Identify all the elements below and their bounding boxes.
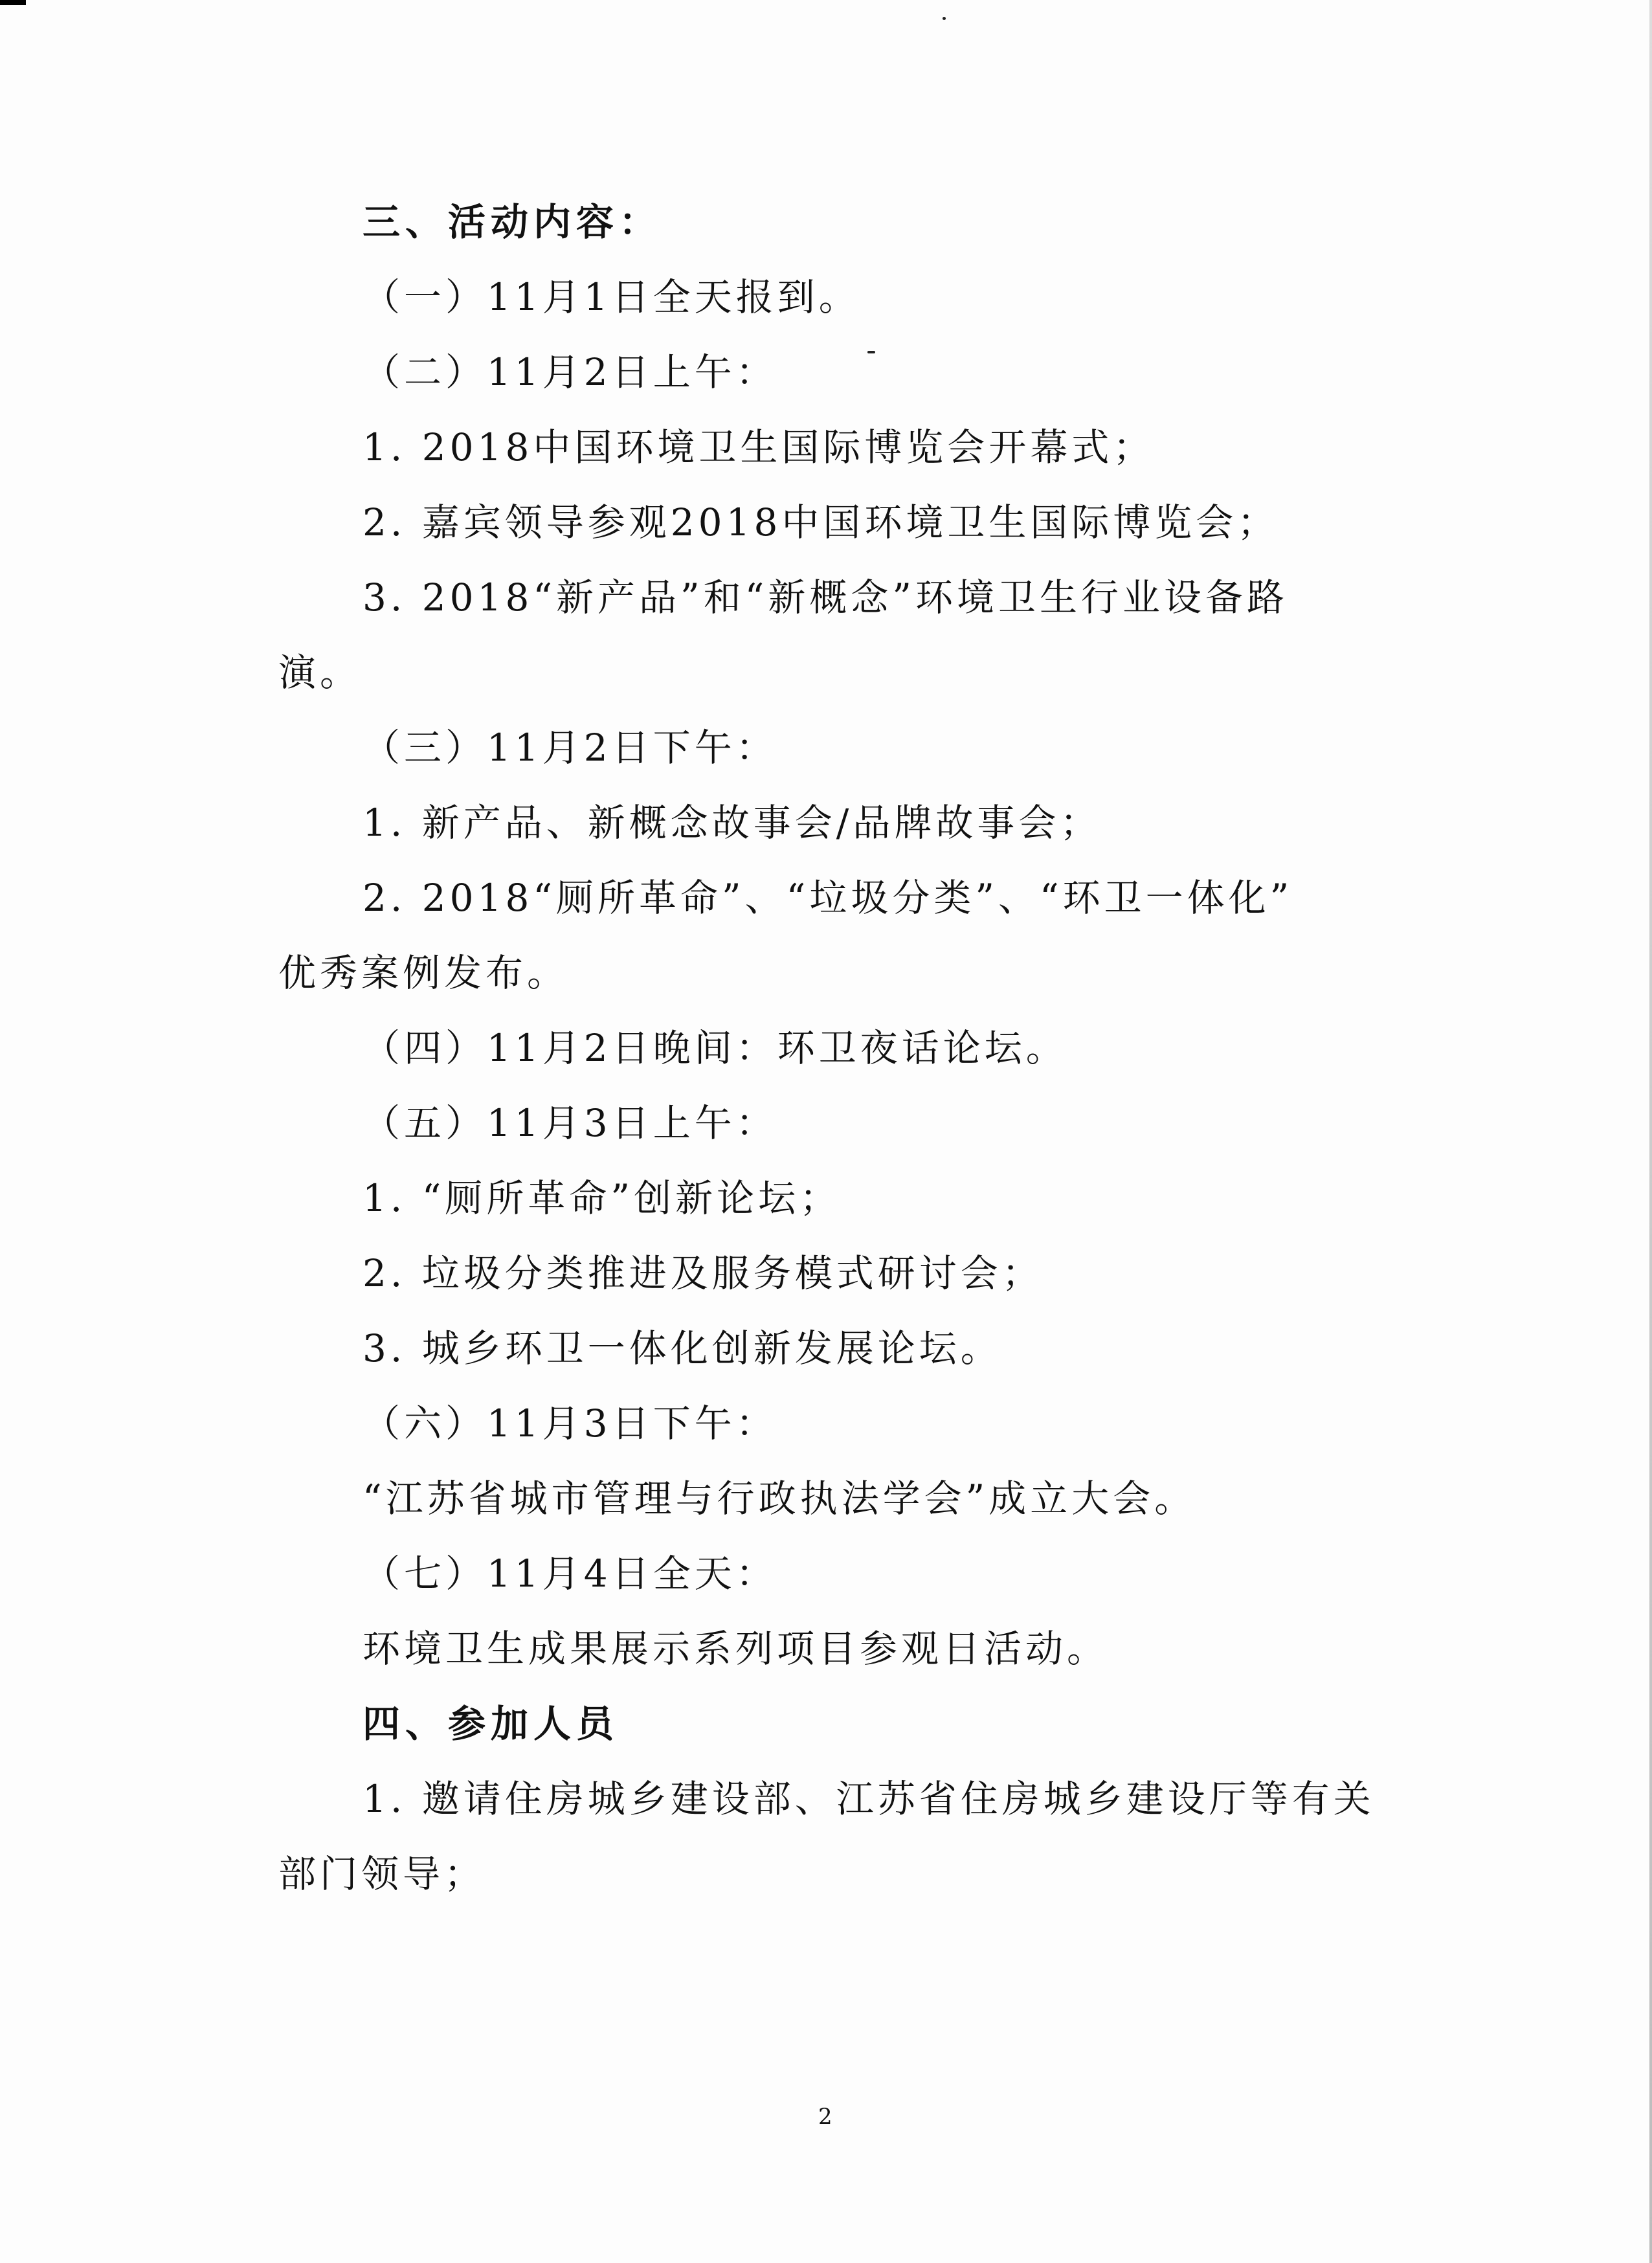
paragraph-line: 3. 2018“新产品”和“新概念”环境卫生行业设备路 (363, 575, 1288, 619)
paragraph-line: 2. 垃圾分类推进及服务模式研讨会； (363, 1251, 1044, 1295)
paragraph-line: 1. 新产品、新概念故事会/品牌故事会； (363, 801, 1102, 845)
paragraph-line: （四）11月2日晚间：环卫夜话论坛。 (363, 1026, 1067, 1070)
section-heading: 三、活动内容： (363, 200, 662, 244)
paragraph-line: 优秀案例发布。 (278, 951, 569, 995)
paragraph-line: （三）11月2日下午： (363, 726, 777, 770)
paragraph-line: 2. 2018“厕所革命”、“垃圾分类”、“环卫一体化” (363, 876, 1293, 920)
scan-mark (0, 0, 26, 5)
paragraph-line: 1. 2018中国环境卫生国际博览会开幕式； (363, 425, 1155, 469)
paragraph-line: “江苏省城市管理与行政执法学会”成立大会。 (363, 1477, 1196, 1521)
paragraph-line: 1. 邀请住房城乡建设部、江苏省住房城乡建设厅等有关 (363, 1777, 1375, 1821)
paragraph-line: 环境卫生成果展示系列项目参观日活动。 (363, 1627, 1109, 1671)
paragraph-line: （六）11月3日下午： (363, 1401, 777, 1445)
paragraph-line: （五）11月3日上午： (363, 1101, 777, 1145)
scan-speck (867, 351, 875, 353)
section-heading: 四、参加人员 (363, 1702, 620, 1746)
paragraph-line: （二）11月2日上午： (363, 350, 777, 394)
paragraph-line: 演。 (278, 651, 362, 695)
page-number: 2 (818, 2104, 832, 2130)
paragraph-line: 3. 城乡环卫一体化创新发展论坛。 (363, 1326, 1002, 1370)
paragraph-line: （七）11月4日全天： (363, 1552, 777, 1596)
paragraph-line: （一）11月1日全天报到。 (363, 275, 860, 319)
scan-edge (1649, 0, 1652, 2263)
paragraph-line: 部门领导； (278, 1852, 486, 1896)
paragraph-line: 1. “厕所革命”创新论坛； (363, 1176, 842, 1220)
scan-speck (943, 17, 946, 20)
paragraph-line: 2. 嘉宾领导参观2018中国环境卫生国际博览会； (363, 500, 1279, 544)
